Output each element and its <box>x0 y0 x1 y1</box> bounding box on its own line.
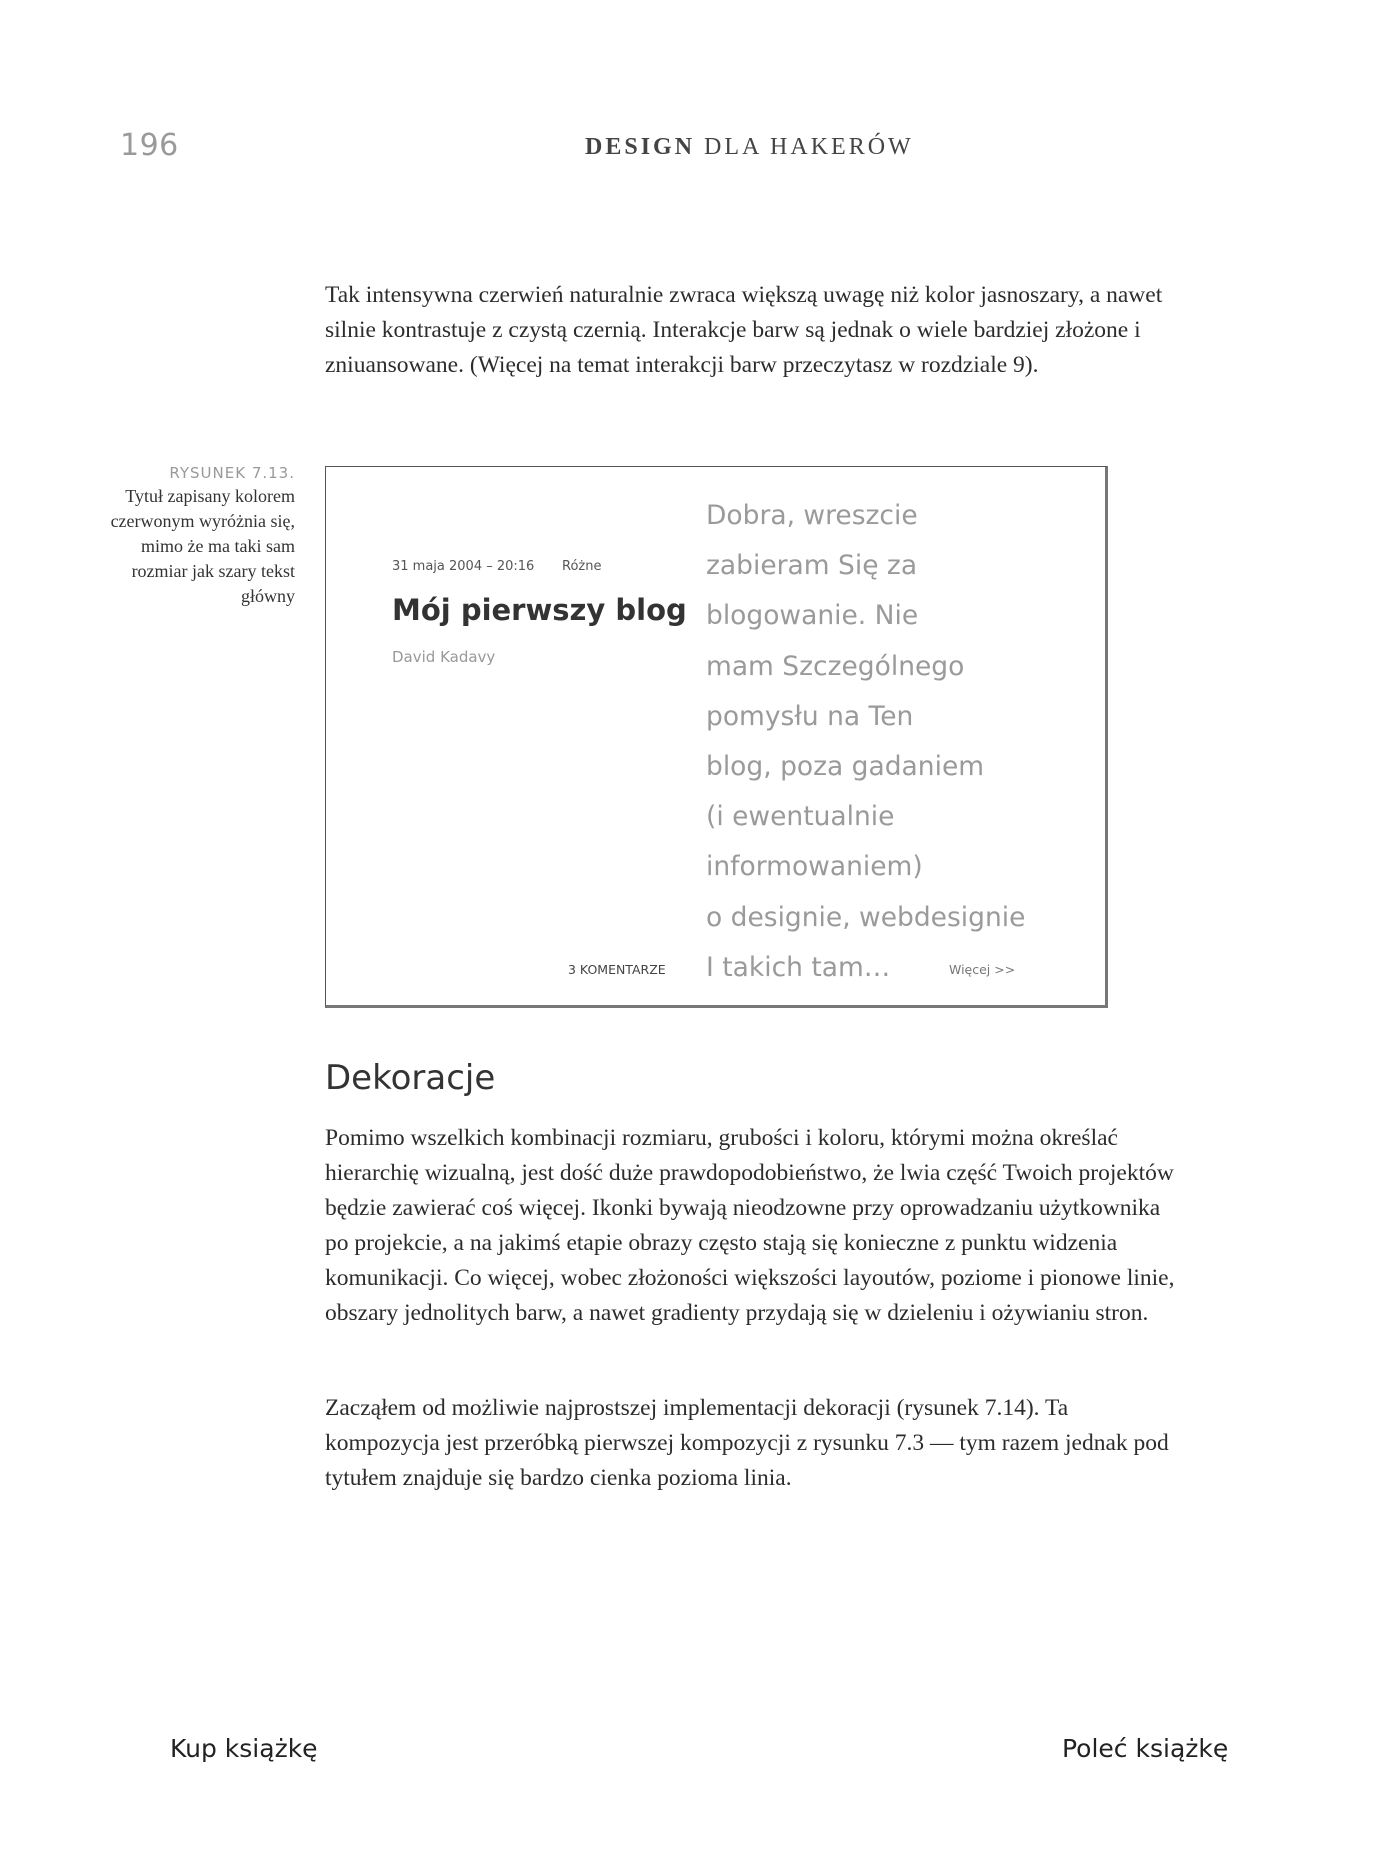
figure-caption-text: Tytuł zapisany kolorem czerwonym wyróżnia się, mimo że ma taki sam rozmiar jak szary tekst główny <box>110 486 295 606</box>
post-body-line: informowaniem) <box>706 851 923 883</box>
figure-blog-mockup <box>325 466 1108 1008</box>
buy-book-link[interactable]: Kup książkę <box>170 1734 318 1763</box>
post-body-line: o designie, webdesignie <box>706 901 1026 933</box>
page-number: 196 <box>120 128 179 163</box>
post-body-line: blogowanie. Nie <box>706 600 919 632</box>
post-date: 31 maja 2004 – 20:16 <box>392 559 535 574</box>
running-head-rest: DLA HAKERÓW <box>695 134 914 160</box>
post-body-line: blog, poza gadaniem <box>706 751 985 783</box>
more-link: Więcej >> <box>949 962 1016 977</box>
post-category: Różne <box>562 559 602 574</box>
figure-label: RYSUNEK 7.13. <box>169 464 295 482</box>
section-paragraph-1: Pomimo wszelkich kombinacji rozmiaru, grubości i koloru, którymi można określać hierarchię wizualną, jest dość duże prawdopodobieństwo, że lwia część Twoich projektów będzie zawierać coś więcej. Ikonki bywają nieodzowne przy oprowadzaniu użytkownika po projekcie, a na jakimś etapie obrazy często stają się konieczne z punktu widzenia komunikacji. Co więcej, wobec złożoności większości layoutów, poziome i pionowe linie, obszary jednolitych barw, a nawet gradienty przydają się w dzieleniu i ożywianiu stron. <box>325 1125 1175 1326</box>
post-body-line: pomysłu na Ten <box>706 700 914 732</box>
running-head-bold: DESIGN <box>585 134 696 160</box>
recommend-book-link[interactable]: Poleć książkę <box>1062 1734 1229 1763</box>
running-head <box>585 134 914 161</box>
intro-paragraph: Tak intensywna czerwień naturalnie zwraca większą uwagę niż kolor jasnoszary, a nawet silnie kontrastuje z czystą czernią. Interakcje barw są jednak o wiele bardziej złożone i zniuansowane. (Więcej na temat interakcji barw przeczytasz w rozdziale 9). <box>325 282 1163 378</box>
comments-link: 3 KOMENTARZE <box>568 962 666 977</box>
post-title: Mój pierwszy blog <box>392 593 687 627</box>
post-body <box>706 491 1096 993</box>
post-body-line: Dobra, wreszcie <box>706 500 918 531</box>
post-body-line: (i ewentualnie <box>706 801 895 833</box>
section-heading: Dekoracje <box>325 1058 496 1098</box>
section-paragraph-2: Zacząłem od możliwie najprostszej implementacji dekoracji (rysunek 7.14). Ta kompozycja jest przeróbką pierwszej kompozycji z rysunku 7.3 — tym razem jednak pod tytułem znajduje się bardzo cienka pozioma linia. <box>325 1395 1169 1491</box>
post-author: David Kadavy <box>392 648 496 666</box>
figure-caption <box>100 462 295 609</box>
post-body-line: mam Szczególnego <box>706 650 965 682</box>
post-body-line: zabieram Się za <box>706 550 918 582</box>
post-body-line: I takich tam… <box>706 951 891 983</box>
